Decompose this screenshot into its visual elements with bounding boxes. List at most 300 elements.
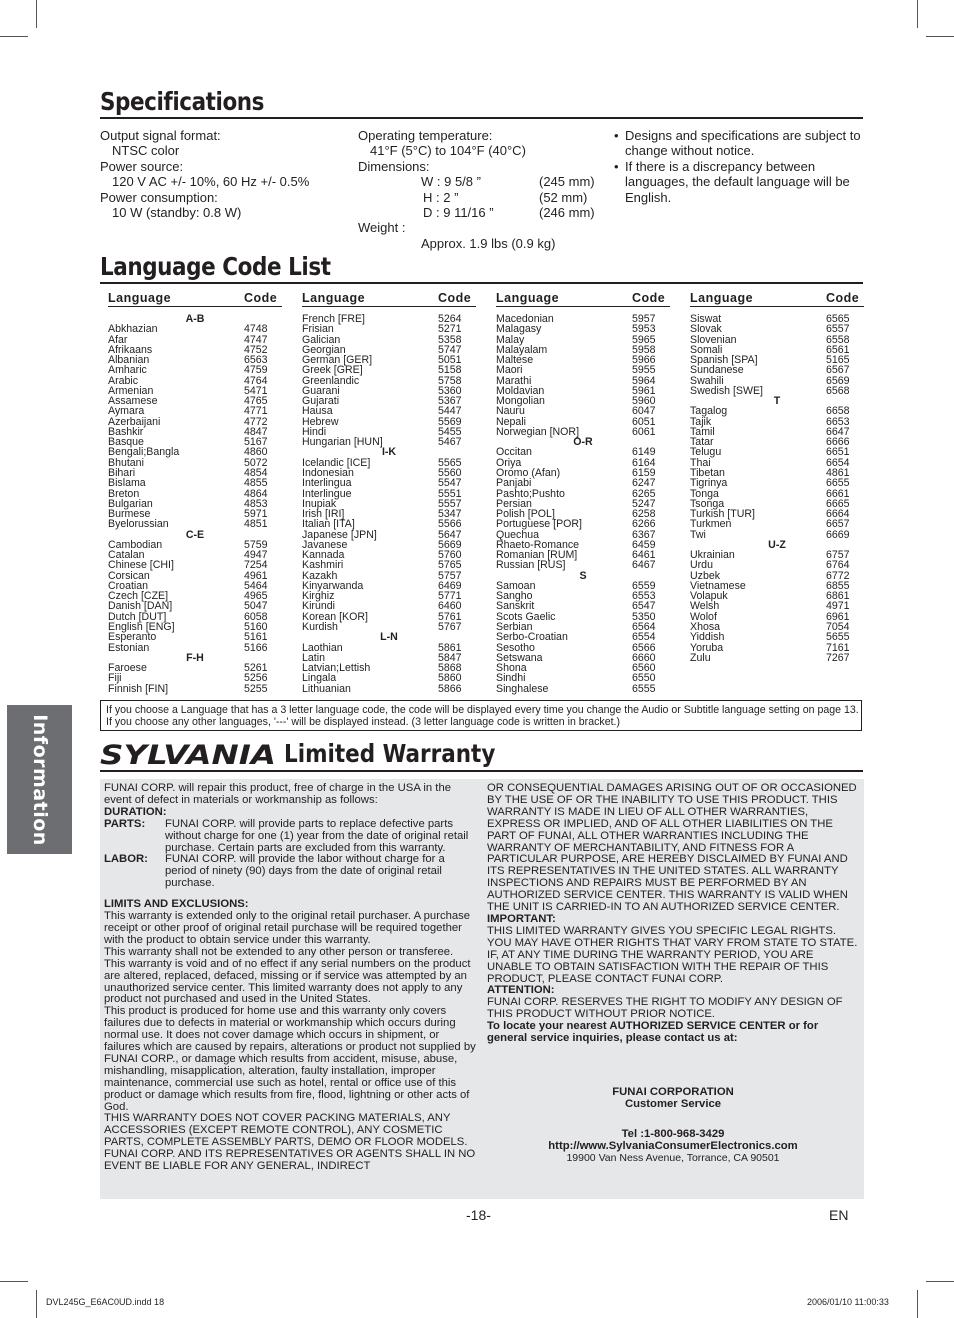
language-row bbox=[690, 653, 864, 663]
file-slug: DVL245G_E6AC0UD.indd 18 bbox=[46, 1297, 165, 1307]
language-code: 5271 bbox=[438, 323, 462, 336]
language-name: Hungarian [HUN] bbox=[302, 436, 383, 449]
language-name: Gujarati bbox=[302, 395, 340, 408]
language-name: Korean [KOR] bbox=[302, 610, 368, 623]
language-name: Aymara bbox=[108, 405, 145, 418]
language-name: Afrikaans bbox=[108, 343, 153, 356]
language-code: 6560 bbox=[632, 662, 656, 675]
language-name: Albanian bbox=[108, 354, 150, 367]
language-code: 5047 bbox=[244, 600, 268, 613]
language-name: Croatian bbox=[108, 579, 149, 592]
language-code: 5161 bbox=[244, 631, 268, 644]
language-code: 6058 bbox=[244, 610, 268, 623]
company-phone: Tel :1-800-968-3429 bbox=[621, 1127, 725, 1140]
language-code: 5955 bbox=[632, 364, 656, 377]
language-code: 5860 bbox=[438, 672, 462, 685]
language-name: Guarani bbox=[302, 384, 340, 397]
title-rule bbox=[100, 117, 863, 119]
language-name: Quechua bbox=[496, 528, 539, 541]
language-code: 6654 bbox=[826, 456, 850, 469]
language-name: Russian [RUS] bbox=[496, 559, 566, 572]
header-language: Language bbox=[496, 291, 560, 305]
language-name: Serbo-Croatian bbox=[496, 631, 568, 644]
language-name: Occitan bbox=[496, 446, 532, 459]
language-code: 6657 bbox=[826, 518, 850, 531]
language-code: 6861 bbox=[826, 590, 850, 603]
language-name: Vietnamese bbox=[690, 579, 746, 592]
language-row bbox=[496, 324, 670, 334]
language-name: Maori bbox=[496, 364, 523, 377]
language-code: 4864 bbox=[244, 487, 268, 500]
language-code: 5072 bbox=[244, 456, 268, 469]
language-code: 4854 bbox=[244, 466, 268, 479]
language-code: 5051 bbox=[438, 354, 462, 367]
language-code: 6149 bbox=[632, 446, 656, 459]
language-name: Shona bbox=[496, 662, 527, 675]
language-code: 6566 bbox=[632, 641, 656, 654]
language-code: 6664 bbox=[826, 508, 850, 521]
dimension-label: H : 2 ” bbox=[423, 189, 459, 205]
spec-line: Power consumption: bbox=[100, 189, 218, 205]
language-code: 6047 bbox=[632, 405, 656, 418]
language-name: Yiddish bbox=[690, 631, 725, 644]
language-name: Telugu bbox=[690, 446, 722, 459]
timestamp-slug: 2006/01/10 11:00:33 bbox=[807, 1297, 889, 1307]
language-code: 7161 bbox=[826, 641, 850, 654]
title-rule bbox=[100, 282, 863, 284]
language-name: Laothian bbox=[302, 641, 343, 654]
language-name: Romanian [RUM] bbox=[496, 549, 578, 562]
language-name: Lingala bbox=[302, 672, 337, 685]
language-code: 5347 bbox=[438, 508, 462, 521]
crop-mark bbox=[926, 1281, 954, 1282]
language-code: 5669 bbox=[438, 538, 462, 551]
title-rule bbox=[100, 770, 863, 772]
language-name: Irish [IRI] bbox=[302, 508, 345, 521]
language-name: Interlingua bbox=[302, 477, 352, 490]
language-name: Arabic bbox=[108, 374, 139, 387]
language-name: Interlingue bbox=[302, 487, 352, 500]
header-code: Code bbox=[632, 291, 666, 305]
side-tab-label: Information bbox=[28, 713, 51, 846]
language-code: 6461 bbox=[632, 549, 656, 562]
language-name: Xhosa bbox=[690, 620, 721, 633]
language-name: Catalan bbox=[108, 549, 145, 562]
crop-mark bbox=[36, 1290, 37, 1318]
language-code: 6651 bbox=[826, 446, 850, 459]
spec-line: Power source: bbox=[100, 158, 184, 174]
language-code: 6669 bbox=[826, 528, 850, 541]
language-name: Hindi bbox=[302, 425, 327, 438]
language-code: 6469 bbox=[438, 579, 462, 592]
language-name: Marathi bbox=[496, 374, 532, 387]
language-name: Tatar bbox=[690, 436, 714, 449]
warranty-right-column bbox=[487, 783, 859, 1164]
language-name: Zulu bbox=[690, 651, 711, 664]
language-name: Maltese bbox=[496, 354, 534, 367]
language-code: 4847 bbox=[244, 425, 268, 438]
language-name: Kurdish bbox=[302, 620, 338, 633]
language-name: Indonesian bbox=[302, 466, 354, 479]
language-name: Tsonga bbox=[690, 497, 725, 510]
language-name: Samoan bbox=[496, 579, 536, 592]
language-code: 5467 bbox=[438, 436, 462, 449]
language-code: 6553 bbox=[632, 590, 656, 603]
language-code: 5758 bbox=[438, 374, 462, 387]
language-name: Tigrinya bbox=[690, 477, 728, 490]
labor-text: FUNAI CORP. will provide the labor without charge for a period of ninety (90) days from the date of original retail purchase. bbox=[165, 853, 445, 890]
warranty-paragraph: OR CONSEQUENTIAL DAMAGES ARISING OUT OF OR OCCASIONED BY THE USE OF OR THE INABILITY TO USE THIS PRODUCT. THIS WARRANTY IS MADE IN LIEU OF ALL OTHER WARRANTIES, EXPRESS OR IMPLIED, AND OF ALL OTHER LIABILITIES ON THE PART OF FUNAI, ALL OTHER WARRANTIES INCLUDING THE WARRANTY OF MERCHANTABILITY, AND FITNESS FOR A PARTICULAR PURPOSE, ARE HEREBY DISCLAIMED BY FUNAI AND ITS REPRESENTATIVES IN THE UNITED STATES. ALL WARRANTY INSPECTIONS AND REPAIRS MUST BE PERFORMED BY AN AUTHORIZED SERVICE CENTER. THIS WARRANTY IS VALID WHEN THE UNIT IS CARRIED-IN TO AN AUTHORIZED SERVICE CENTER. bbox=[487, 782, 857, 914]
spec-line: 41°F (5°C) to 104°F (40°C) bbox=[370, 143, 526, 159]
language-name: Javanese bbox=[302, 538, 348, 551]
company-address: 19900 Van Ness Avenue, Torrance, CA 90501 bbox=[566, 1151, 780, 1164]
language-code: 5264 bbox=[438, 313, 462, 325]
language-name: Bulgarian bbox=[108, 497, 153, 510]
spec-line: Output signal format: bbox=[100, 128, 221, 143]
language-code: 5360 bbox=[438, 384, 462, 397]
header-language: Language bbox=[690, 291, 754, 305]
language-code: 5765 bbox=[438, 559, 462, 572]
language-name: Latvian;Lettish bbox=[302, 662, 371, 675]
language-code: 5953 bbox=[632, 323, 656, 336]
language-code: 5160 bbox=[244, 620, 268, 633]
spec-note: • If there is a discrepancy between languages, the default language will be English. bbox=[614, 159, 862, 205]
language-name: Siswat bbox=[690, 313, 722, 325]
language-section-heading: S bbox=[579, 569, 587, 582]
language-code: 6558 bbox=[826, 333, 850, 346]
language-name: German [GER] bbox=[302, 354, 373, 367]
language-column-header bbox=[690, 290, 864, 307]
language-name: Moldavian bbox=[496, 384, 545, 397]
language-code: 5165 bbox=[826, 354, 850, 367]
sylvania-logo-text: SYLVANIA bbox=[100, 742, 276, 768]
language-code: 7254 bbox=[244, 559, 268, 572]
language-code: 5960 bbox=[632, 395, 656, 408]
language-name: Nauru bbox=[496, 405, 525, 418]
language-code: 6459 bbox=[632, 538, 656, 551]
language-code: 5655 bbox=[826, 631, 850, 644]
language-code: 6467 bbox=[632, 559, 656, 572]
language-code: 6555 bbox=[632, 682, 656, 695]
crop-mark bbox=[36, 0, 37, 28]
language-row bbox=[690, 478, 864, 488]
spec-note: • Designs and specifications are subject to change without notice. bbox=[614, 128, 862, 159]
language-code: 4860 bbox=[244, 446, 268, 459]
language-code: 5261 bbox=[244, 662, 268, 675]
crop-mark bbox=[917, 0, 918, 28]
language-code: 5868 bbox=[438, 662, 462, 675]
language-code: 4861 bbox=[826, 466, 850, 479]
language-section-heading: A-B bbox=[185, 313, 205, 325]
language-name: Ukrainian bbox=[690, 549, 735, 562]
language-code: 5256 bbox=[244, 672, 268, 685]
language-name: Rhaeto-Romance bbox=[496, 538, 580, 551]
language-code: 5560 bbox=[438, 466, 462, 479]
language-name: Serbian bbox=[496, 620, 533, 633]
language-row bbox=[302, 478, 476, 488]
language-name: Singhalese bbox=[496, 682, 549, 695]
language-name: Scots Gaelic bbox=[496, 610, 556, 623]
language-name: Portuguese [POR] bbox=[496, 518, 582, 531]
language-code: 6569 bbox=[826, 374, 850, 387]
language-name: Spanish [SPA] bbox=[690, 354, 758, 367]
language-name: Dutch [DUT] bbox=[108, 610, 167, 623]
language-code: 5447 bbox=[438, 405, 462, 418]
company-dept: Customer Service bbox=[624, 1097, 722, 1110]
language-code: 7054 bbox=[826, 620, 850, 633]
language-column bbox=[108, 290, 282, 694]
language-row bbox=[108, 684, 282, 694]
language-column bbox=[496, 290, 670, 694]
language-name: Bislama bbox=[108, 477, 146, 490]
language-name: Sundanese bbox=[690, 364, 744, 377]
language-name: Hebrew bbox=[302, 415, 339, 428]
crop-mark bbox=[917, 1290, 918, 1318]
language-name: Greek [GRE] bbox=[302, 364, 363, 377]
language-code: 6655 bbox=[826, 477, 850, 490]
specifications-title: Specifications bbox=[100, 87, 265, 116]
language-name: Bashkir bbox=[108, 425, 144, 438]
language-code: 5166 bbox=[244, 641, 268, 654]
header-language: Language bbox=[108, 291, 172, 305]
language-code: 6247 bbox=[632, 477, 656, 490]
language-column-header bbox=[496, 290, 670, 307]
language-name: Danish [DAN] bbox=[108, 600, 173, 613]
language-row bbox=[302, 324, 476, 334]
language-name: Breton bbox=[108, 487, 140, 500]
dimension-metric: (52 mm) bbox=[539, 189, 588, 205]
language-code: 5464 bbox=[244, 579, 268, 592]
parts-label: PARTS: bbox=[104, 817, 146, 830]
language-code: 6665 bbox=[826, 497, 850, 510]
language-name: Sesotho bbox=[496, 641, 535, 654]
crop-mark bbox=[0, 1281, 28, 1282]
language-code: 6367 bbox=[632, 528, 656, 541]
language-name: Amharic bbox=[108, 364, 147, 377]
language-code: 4752 bbox=[244, 343, 268, 356]
language-code: 5569 bbox=[438, 415, 462, 428]
company-url: http://www.SylvaniaConsumerElectronics.com bbox=[548, 1139, 798, 1152]
language-name: Bihari bbox=[108, 466, 136, 479]
language-name: Macedonian bbox=[496, 313, 554, 325]
language-name: Inupiak bbox=[302, 497, 337, 510]
language-section-heading: T bbox=[773, 395, 781, 408]
language-name: Thai bbox=[690, 456, 711, 469]
company-name: FUNAI CORPORATION bbox=[612, 1085, 734, 1098]
language-name: Setswana bbox=[496, 651, 543, 664]
language-code: 6258 bbox=[632, 508, 656, 521]
language-code: 5761 bbox=[438, 610, 462, 623]
language-code: 5167 bbox=[244, 436, 268, 449]
language-code: 5759 bbox=[244, 538, 268, 551]
language-code: 5958 bbox=[632, 343, 656, 356]
language-name: Corsican bbox=[108, 569, 150, 582]
language-code: 5965 bbox=[632, 333, 656, 346]
language-code: 5247 bbox=[632, 497, 656, 510]
language-code: 4747 bbox=[244, 333, 268, 346]
language-name: Bengali;Bangla bbox=[108, 446, 180, 459]
language-name: Persian bbox=[496, 497, 532, 510]
language-code: 5350 bbox=[632, 610, 656, 623]
spec-column-2 bbox=[358, 128, 608, 251]
warranty-paragraph: THIS LIMITED WARRANTY GIVES YOU SPECIFIC LEGAL RIGHTS. YOU MAY HAVE OTHER RIGHTS THAT VARY FROM STATE TO STATE. IF, AT ANY TIME DURING THE WARRANTY PERIOD, YOU ARE UNABLE TO OBTAIN SATISFACTION WITH THE REPAIR OF THIS PRODUCT, PLEASE CONTACT FUNAI CORP. bbox=[487, 924, 858, 985]
language-code: 6658 bbox=[826, 405, 850, 418]
dimension-metric: (246 mm) bbox=[539, 205, 595, 220]
language-name: Urdu bbox=[690, 559, 713, 572]
warranty-title: Limited Warranty bbox=[284, 739, 496, 768]
spec-line: Operating temperature: bbox=[358, 128, 493, 143]
language-code: 5566 bbox=[438, 518, 462, 531]
language-code: 4765 bbox=[244, 395, 268, 408]
warranty-left-column bbox=[104, 783, 476, 1173]
warranty-box bbox=[100, 779, 864, 1199]
language-name: Malagasy bbox=[496, 323, 542, 336]
header-code: Code bbox=[438, 291, 472, 305]
language-code: 5647 bbox=[438, 528, 462, 541]
spec-line: NTSC color bbox=[112, 143, 180, 159]
language-column bbox=[302, 290, 476, 694]
parts-clause bbox=[104, 819, 476, 855]
language-code: 6051 bbox=[632, 415, 656, 428]
language-code: 6460 bbox=[438, 600, 462, 613]
language-code: 6666 bbox=[826, 436, 850, 449]
spec-line: Approx. 1.9 lbs (0.9 kg) bbox=[421, 235, 556, 251]
language-name: Kirundi bbox=[302, 600, 335, 613]
language-name: Norwegian [NOR] bbox=[496, 425, 580, 438]
language-name: Tagalog bbox=[690, 405, 728, 418]
language-name: Polish [POL] bbox=[496, 508, 555, 521]
language-column-header bbox=[108, 290, 282, 307]
language-code: 4772 bbox=[244, 415, 268, 428]
spec-line: Weight : bbox=[358, 220, 406, 236]
language-column bbox=[690, 290, 864, 663]
language-code: 6660 bbox=[632, 651, 656, 664]
language-name: Icelandic [ICE] bbox=[302, 456, 371, 469]
spec-column-3 bbox=[614, 128, 862, 205]
language-code: 5957 bbox=[632, 313, 656, 325]
language-name: Byelorussian bbox=[108, 518, 169, 531]
language-row bbox=[690, 632, 864, 642]
language-code: 4851 bbox=[244, 518, 268, 531]
language-code: 7267 bbox=[826, 651, 850, 664]
language-code: 5971 bbox=[244, 508, 268, 521]
language-name: Pashto;Pushto bbox=[496, 487, 565, 500]
header-language: Language bbox=[302, 291, 366, 305]
language-code: 5760 bbox=[438, 549, 462, 562]
language-code: 6563 bbox=[244, 354, 268, 367]
duration-label: DURATION: bbox=[104, 805, 167, 818]
language-code: 6568 bbox=[826, 384, 850, 397]
language-code: 6653 bbox=[826, 415, 850, 428]
language-name: Japanese [JPN] bbox=[302, 528, 377, 541]
language-row bbox=[302, 684, 476, 694]
language-code: 5255 bbox=[244, 682, 268, 695]
dimension-label: W : 9 5/8 ” bbox=[421, 174, 481, 190]
language-code: 6550 bbox=[632, 672, 656, 685]
language-name: Welsh bbox=[690, 600, 720, 613]
spec-line: Dimensions: bbox=[358, 158, 430, 174]
language-name: Oriya bbox=[496, 456, 522, 469]
language-name: Slovenian bbox=[690, 333, 737, 346]
language-name: Burmese bbox=[108, 508, 151, 521]
language-code: 5747 bbox=[438, 343, 462, 356]
language-name: Nepali bbox=[496, 415, 527, 428]
language-name: Slovak bbox=[690, 323, 722, 336]
language-name: Italian [ITA] bbox=[302, 518, 355, 531]
warranty-paragraph: This product is produced for home use and this warranty only covers failures due to defects in material or workmanship which occurs during normal use. It does not cover damage which occurs in shipment, or failures which are caused by repairs, alterations or product not supplied by FUNAI CORP., or damage which results from accident, misuse, abuse, mishandling, misapplication, alteration, faulty installation, improper maintenance, commercial use such as hotel, rental or office use of this product or damage which results from fire, flood, lightning or other acts of God. bbox=[104, 1005, 476, 1113]
page-number: -18- bbox=[466, 1207, 491, 1223]
language-name: Greenlandic bbox=[302, 374, 360, 387]
language-name: Assamese bbox=[108, 395, 158, 408]
language-row bbox=[496, 632, 670, 642]
language-row bbox=[108, 632, 282, 642]
language-code: 6265 bbox=[632, 487, 656, 500]
attention-label: ATTENTION: bbox=[487, 984, 555, 997]
language-code: 5367 bbox=[438, 395, 462, 408]
language-code: 6764 bbox=[826, 559, 850, 572]
language-name: Finnish [FIN] bbox=[108, 682, 169, 695]
language-name: Malayalam bbox=[496, 343, 548, 356]
spec-line: 120 V AC +/- 10%, 60 Hz +/- 0.5% bbox=[112, 174, 310, 190]
language-name: Tibetan bbox=[690, 466, 725, 479]
language-row bbox=[108, 478, 282, 488]
labor-clause bbox=[104, 854, 476, 890]
language-name: Tajik bbox=[690, 415, 712, 428]
language-name: Swedish [SWE] bbox=[690, 384, 764, 397]
language-code: 4759 bbox=[244, 364, 268, 377]
language-code: 5565 bbox=[438, 456, 462, 469]
language-name: Bhutani bbox=[108, 456, 144, 469]
language-code: 6565 bbox=[826, 313, 850, 325]
dimension-row bbox=[358, 205, 608, 220]
dimension-label: D : 9 11/16 ” bbox=[423, 205, 494, 220]
language-list-title: Language Code List bbox=[100, 252, 331, 281]
language-name: Twi bbox=[690, 528, 706, 541]
language-mark: EN bbox=[829, 1207, 849, 1223]
language-name: Uzbek bbox=[690, 569, 721, 582]
language-code: 4764 bbox=[244, 374, 268, 387]
language-name: Oromo (Afan) bbox=[496, 466, 561, 479]
language-name: Tonga bbox=[690, 487, 719, 500]
spec-line: 10 W (standby: 0.8 W) bbox=[112, 205, 242, 221]
language-section-heading: O-R bbox=[573, 436, 593, 449]
language-name: Yoruba bbox=[690, 641, 724, 654]
language-row bbox=[496, 684, 670, 694]
language-code: 5158 bbox=[438, 364, 462, 377]
language-name: Georgian bbox=[302, 343, 346, 356]
important-label: IMPORTANT: bbox=[487, 912, 556, 925]
language-code: 6554 bbox=[632, 631, 656, 644]
language-code: 6159 bbox=[632, 466, 656, 479]
limits-label: LIMITS AND EXCLUSIONS: bbox=[104, 898, 249, 911]
language-code: 5966 bbox=[632, 354, 656, 367]
service-locate-text: To locate your nearest AUTHORIZED SERVICE CENTER or for general service inquiries, please contact us at: bbox=[487, 1020, 819, 1045]
language-code: 4971 bbox=[826, 600, 850, 613]
language-name: Azerbaijani bbox=[108, 415, 161, 428]
language-column-header bbox=[302, 290, 476, 307]
dimension-row bbox=[358, 174, 608, 189]
language-code: 5767 bbox=[438, 620, 462, 633]
language-code: 6961 bbox=[826, 610, 850, 623]
warranty-paragraph: THIS WARRANTY DOES NOT COVER PACKING MATERIALS, ANY ACCESSORIES (EXCEPT REMOTE CONTROL), ANY COSMETIC PARTS, COMPLETE ASSEMBLY PARTS, DEMO OR FLOOR MODELS. FUNAI CORP. AND ITS REPRESENTATIVES OR AGENTS SHALL IN NO EVENT BE LIABLE FOR ANY GENERAL, INDIRECT bbox=[104, 1112, 476, 1173]
language-code: 4771 bbox=[244, 405, 268, 418]
language-name: Kazakh bbox=[302, 569, 338, 582]
language-code: 6772 bbox=[826, 569, 850, 582]
warranty-paragraph: This warranty is void and of no effect if any serial numbers on the product are altered, replaced, defaced, missing or if service was attempted by an unauthorized service center. This limited warranty does not apply to any product not purchased and used in the United States. bbox=[104, 957, 471, 1006]
language-code: 4748 bbox=[244, 323, 268, 336]
language-name: Turkish [TUR] bbox=[690, 508, 755, 521]
language-name: Frisian bbox=[302, 323, 334, 336]
